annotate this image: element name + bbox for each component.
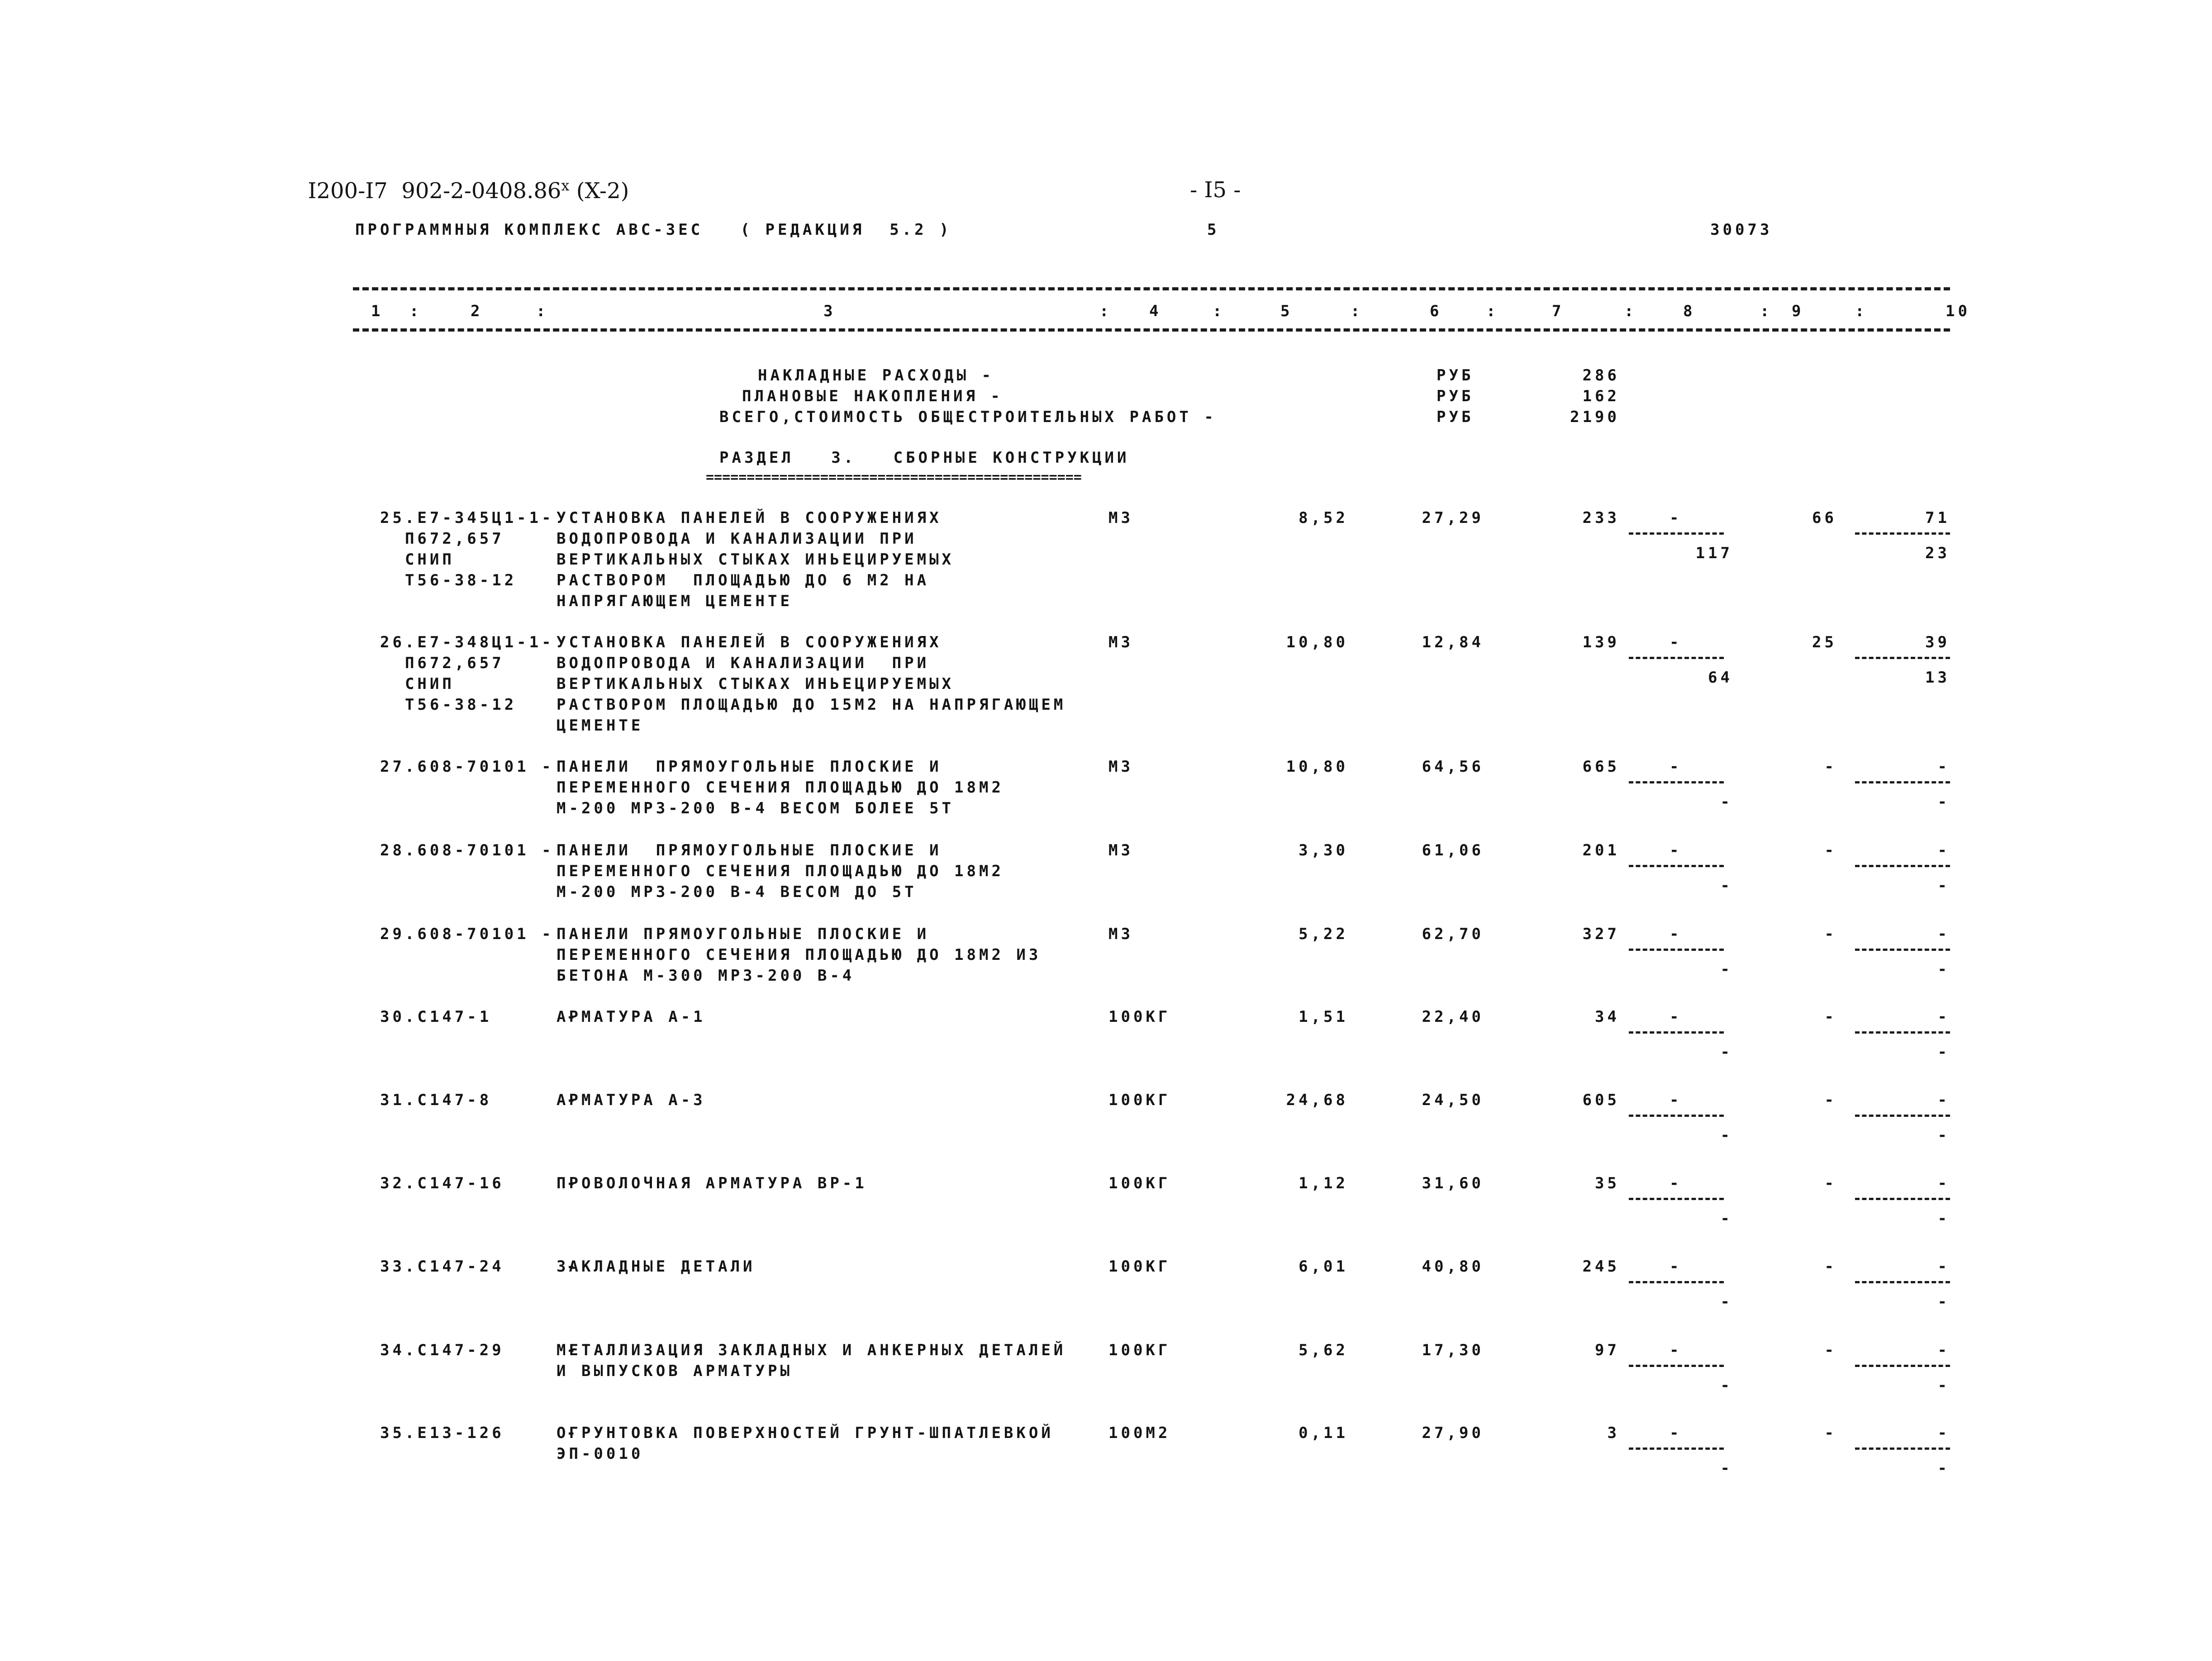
totals-unit: РУБ <box>1437 387 1474 405</box>
row-col8-bottom: - <box>1720 1293 1733 1311</box>
row-unit: М3 <box>1108 509 1133 527</box>
row-col8-top: - <box>1670 509 1682 527</box>
row-col10-divider <box>1855 532 1950 535</box>
row-col8-bottom: - <box>1720 1043 1733 1061</box>
row-description: БЕТОНА М-300 МРЗ-200 В-4 <box>557 967 855 985</box>
row-col8-bottom: - <box>1720 960 1733 978</box>
row-code: 29.608-70101 - <box>380 925 554 943</box>
row-total: 233 <box>1582 509 1620 527</box>
row-col10-divider <box>1855 1281 1950 1283</box>
row-col10-top: 71 <box>1925 509 1950 527</box>
row-code: П672,657 <box>380 654 504 672</box>
row-col8-bottom: - <box>1720 1210 1733 1228</box>
column-separator: : <box>1213 302 1225 320</box>
row-total: 139 <box>1582 633 1620 651</box>
row-code: СНИП <box>380 551 455 569</box>
row-col8-top: - <box>1670 1424 1682 1442</box>
row-quantity: 10,80 <box>1286 633 1348 651</box>
row-total: 35 <box>1595 1174 1620 1192</box>
totals-label: НАКЛАДНЫЕ РАСХОДЫ - <box>758 366 994 384</box>
row-col8-divider <box>1629 781 1724 783</box>
row-price: 40,80 <box>1422 1258 1484 1276</box>
row-price: 27,90 <box>1422 1424 1484 1442</box>
row-description: УСТАНОВКА ПАНЕЛЕЙ В СООРУЖЕНИЯХ <box>557 509 942 527</box>
row-col10-divider <box>1855 865 1950 867</box>
row-description: УСТАНОВКА ПАНЕЛЕЙ В СООРУЖЕНИЯХ <box>557 633 942 651</box>
column-separator: : <box>536 302 549 320</box>
header-rule-bottom <box>353 328 1950 332</box>
row-description: М-200 МРЗ-200 В-4 ВЕСОМ БОЛЕЕ 5Т <box>557 799 955 817</box>
row-code: 32.С147-16 - <box>380 1174 579 1192</box>
row-col8-divider <box>1629 1031 1724 1034</box>
row-col10-divider <box>1855 949 1950 951</box>
row-code: 31.С147-8 - <box>380 1091 579 1109</box>
row-price: 17,30 <box>1422 1341 1484 1359</box>
totals-label: ВСЕГО,СТОИМОСТЬ ОБЩЕСТРОИТЕЛЬНЫХ РАБОТ - <box>719 408 1217 426</box>
totals-value: 162 <box>1582 387 1620 405</box>
row-quantity: 1,51 <box>1299 1008 1348 1026</box>
row-col8-top: - <box>1670 925 1682 943</box>
row-col8-divider <box>1629 657 1724 659</box>
row-col10-top: - <box>1937 925 1950 943</box>
row-description: ОГРУНТОВКА ПОВЕРХНОСТЕЙ ГРУНТ-ШПАТЛЕВКОЙ <box>557 1424 1054 1442</box>
column-separator: : <box>1099 302 1112 320</box>
totals-value: 286 <box>1582 366 1620 384</box>
row-col8-bottom: - <box>1720 1459 1733 1477</box>
row-col10-bottom: 23 <box>1925 544 1950 562</box>
row-total: 201 <box>1582 841 1620 859</box>
row-col8-top: - <box>1670 1091 1682 1109</box>
row-col8-divider <box>1629 865 1724 867</box>
row-unit: 100КГ <box>1108 1008 1171 1026</box>
row-code: 25.Е7-345Ц1-1- <box>380 509 554 527</box>
row-total: 605 <box>1582 1091 1620 1109</box>
row-code: 34.С147-29 - <box>380 1341 579 1359</box>
row-col9: - <box>1824 925 1837 943</box>
row-col10-top: - <box>1937 1341 1950 1359</box>
row-description: ВОДОПРОВОДА И КАНАЛИЗАЦИИ ПРИ <box>557 530 917 548</box>
column-separator: : <box>1351 302 1363 320</box>
row-col10-divider <box>1855 781 1950 783</box>
row-description: ВОДОПРОВОДА И КАНАЛИЗАЦИИ ПРИ <box>557 654 930 672</box>
program-page: 5 <box>1207 221 1220 239</box>
row-price: 12,84 <box>1422 633 1484 651</box>
row-col8-bottom: 64 <box>1708 669 1733 687</box>
row-col10-top: - <box>1937 758 1950 776</box>
row-col10-bottom: - <box>1937 1043 1950 1061</box>
row-description: ПАНЕЛИ ПРЯМОУГОЛЬНЫЕ ПЛОСКИЕ И <box>557 841 942 859</box>
row-code: СНИП <box>380 675 455 693</box>
header-rule-top <box>353 287 1950 290</box>
row-total: 245 <box>1582 1258 1620 1276</box>
program-header: ПРОГРАММНЫЯ КОМПЛЕКС АВС-ЗЕС ( РЕДАКЦИЯ 5.2 ) <box>355 221 952 239</box>
column-separator: : <box>409 302 422 320</box>
row-col8-bottom: - <box>1720 793 1733 811</box>
row-description: АРМАТУРА А-1 <box>557 1008 706 1026</box>
row-unit: М3 <box>1108 925 1133 943</box>
row-unit: 100КГ <box>1108 1174 1171 1192</box>
row-quantity: 6,01 <box>1299 1258 1348 1276</box>
row-col8-bottom: - <box>1720 1126 1733 1144</box>
row-unit: 100КГ <box>1108 1341 1171 1359</box>
row-col8-divider <box>1629 949 1724 951</box>
row-col10-bottom: - <box>1937 1376 1950 1395</box>
column-number-8: 8 <box>1683 302 1696 320</box>
row-description: ПАНЕЛИ ПРЯМОУГОЛЬНЫЕ ПЛОСКИЕ И <box>557 758 942 776</box>
section-underline: ============================================== <box>706 470 1082 485</box>
row-price: 31,60 <box>1422 1174 1484 1192</box>
row-description: ВЕРТИКАЛЬНЫХ СТЫКАХ ИНЬЕЦИРУЕМЫХ <box>557 551 955 569</box>
row-col9: 25 <box>1812 633 1837 651</box>
row-col10-bottom: 13 <box>1925 669 1950 687</box>
row-unit: 100КГ <box>1108 1258 1171 1276</box>
row-unit: М3 <box>1108 841 1133 859</box>
document-code-superscript: x <box>561 177 570 194</box>
row-col9: - <box>1824 1341 1837 1359</box>
row-col9: - <box>1824 1424 1837 1442</box>
row-total: 3 <box>1607 1424 1620 1442</box>
row-description: РАСТВОРОМ ПЛОЩАДЬЮ ДО 15М2 НА НАПРЯГАЮЩЕМ <box>557 696 1066 714</box>
row-quantity: 8,52 <box>1299 509 1348 527</box>
row-description: М-200 МРЗ-200 В-4 ВЕСОМ ДО 5Т <box>557 883 917 901</box>
row-col8-top: - <box>1670 1258 1682 1276</box>
row-col10-top: - <box>1937 1424 1950 1442</box>
row-col10-bottom: - <box>1937 877 1950 895</box>
row-code: Т56-38-12 <box>380 696 517 714</box>
row-description: АРМАТУРА А-3 <box>557 1091 706 1109</box>
program-id: 30073 <box>1710 221 1773 239</box>
row-col10-top: 39 <box>1925 633 1950 651</box>
row-unit: 100КГ <box>1108 1091 1171 1109</box>
column-number-7: 7 <box>1552 302 1565 320</box>
row-col9: - <box>1824 1258 1837 1276</box>
row-col10-top: - <box>1937 1008 1950 1026</box>
row-col8-divider <box>1629 1115 1724 1117</box>
row-description: ПАНЕЛИ ПРЯМОУГОЛЬНЫЕ ПЛОСКИЕ И <box>557 925 930 943</box>
section-title: РАЗДЕЛ 3. СБОРНЫЕ КОНСТРУКЦИИ <box>719 449 1130 467</box>
row-col10-divider <box>1855 657 1950 659</box>
row-description: ЭП-0010 <box>557 1445 644 1463</box>
row-col10-bottom: - <box>1937 1293 1950 1311</box>
row-code: П672,657 <box>380 530 504 548</box>
row-col8-divider <box>1629 1447 1724 1450</box>
row-description: ПЕРЕМЕННОГО СЕЧЕНИЯ ПЛОЩАДЬЮ ДО 18М2 ИЗ <box>557 946 1042 964</box>
row-unit: М3 <box>1108 633 1133 651</box>
row-col10-divider <box>1855 1031 1950 1034</box>
row-col9: 66 <box>1812 509 1837 527</box>
row-col10-divider <box>1855 1198 1950 1200</box>
row-total: 665 <box>1582 758 1620 776</box>
column-separator: : <box>1486 302 1499 320</box>
row-col8-top: - <box>1670 1341 1682 1359</box>
row-col10-divider <box>1855 1115 1950 1117</box>
column-number-4: 4 <box>1149 302 1162 320</box>
row-quantity: 1,12 <box>1299 1174 1348 1192</box>
row-col10-bottom: - <box>1937 1210 1950 1228</box>
row-code: 30.С147-1 - <box>380 1008 579 1026</box>
row-code: 27.608-70101 - <box>380 758 554 776</box>
totals-unit: РУБ <box>1437 408 1474 426</box>
row-col9: - <box>1824 758 1837 776</box>
row-col8-top: - <box>1670 1174 1682 1192</box>
totals-value: 2190 <box>1570 408 1620 426</box>
row-col8-bottom: 117 <box>1695 544 1733 562</box>
row-col8-bottom: - <box>1720 877 1733 895</box>
row-col10-top: - <box>1937 1091 1950 1109</box>
row-price: 61,06 <box>1422 841 1484 859</box>
totals-unit: РУБ <box>1437 366 1474 384</box>
column-number-5: 5 <box>1280 302 1293 320</box>
row-quantity: 3,30 <box>1299 841 1348 859</box>
row-col9: - <box>1824 1174 1837 1192</box>
document-code <box>294 152 629 204</box>
row-price: 64,56 <box>1422 758 1484 776</box>
row-col9: - <box>1824 841 1837 859</box>
row-description: РАСТВОРОМ ПЛОЩАДЬЮ ДО 6 М2 НА <box>557 571 930 589</box>
row-description: ПЕРЕМЕННОГО СЕЧЕНИЯ ПЛОЩАДЬЮ ДО 18М2 <box>557 778 1004 797</box>
totals-label: ПЛАНОВЫЕ НАКОПЛЕНИЯ - <box>742 387 1003 405</box>
row-description: ЦЕМЕНТЕ <box>557 717 644 735</box>
row-price: 62,70 <box>1422 925 1484 943</box>
row-col8-bottom: - <box>1720 1376 1733 1395</box>
row-col10-top: - <box>1937 1174 1950 1192</box>
column-number-2: 2 <box>471 302 483 320</box>
row-col8-divider <box>1629 532 1724 535</box>
row-col8-top: - <box>1670 758 1682 776</box>
row-description: ЗАКЛАДНЫЕ ДЕТАЛИ <box>557 1258 756 1276</box>
column-number-10: 10 <box>1946 302 1970 320</box>
row-code: Т56-38-12 <box>380 571 517 589</box>
row-code: 28.608-70101 - <box>380 841 554 859</box>
row-quantity: 5,62 <box>1299 1341 1348 1359</box>
row-code: 33.С147-24 - <box>380 1258 579 1276</box>
row-total: 327 <box>1582 925 1620 943</box>
document-code-main: I200-I7 902-2-0408.86 <box>308 178 561 204</box>
row-col10-divider <box>1855 1447 1950 1450</box>
row-description: И ВЫПУСКОВ АРМАТУРЫ <box>557 1362 793 1380</box>
row-price: 27,29 <box>1422 509 1484 527</box>
row-col9: - <box>1824 1091 1837 1109</box>
row-quantity: 0,11 <box>1299 1424 1348 1442</box>
row-quantity: 5,22 <box>1299 925 1348 943</box>
row-quantity: 24,68 <box>1286 1091 1348 1109</box>
row-col8-top: - <box>1670 1008 1682 1026</box>
column-number-6: 6 <box>1430 302 1442 320</box>
row-col8-divider <box>1629 1365 1724 1367</box>
row-col10-bottom: - <box>1937 1126 1950 1144</box>
row-unit: М3 <box>1108 758 1133 776</box>
row-description: НАПРЯГАЮЩЕМ ЦЕМЕНТЕ <box>557 592 793 610</box>
row-description: МЕТАЛЛИЗАЦИЯ ЗАКЛАДНЫХ И АНКЕРНЫХ ДЕТАЛЕЙ <box>557 1341 1066 1359</box>
row-total: 97 <box>1595 1341 1620 1359</box>
column-separator: : <box>1855 302 1868 320</box>
row-quantity: 10,80 <box>1286 758 1348 776</box>
column-number-9: 9 <box>1792 302 1804 320</box>
row-col10-bottom: - <box>1937 960 1950 978</box>
document-code-suffix: (X-2) <box>569 178 629 204</box>
row-col10-divider <box>1855 1365 1950 1367</box>
row-code: 26.Е7-348Ц1-1- <box>380 633 554 651</box>
row-description: ВЕРТИКАЛЬНЫХ СТЫКАХ ИНЬЕЦИРУЕМЫХ <box>557 675 955 693</box>
row-col8-top: - <box>1670 841 1682 859</box>
row-col10-top: - <box>1937 1258 1950 1276</box>
row-col8-top: - <box>1670 633 1682 651</box>
row-col10-bottom: - <box>1937 1459 1950 1477</box>
row-col10-bottom: - <box>1937 793 1950 811</box>
row-col8-divider <box>1629 1198 1724 1200</box>
row-col10-top: - <box>1937 841 1950 859</box>
row-total: 34 <box>1595 1008 1620 1026</box>
row-description: ПРОВОЛОЧНАЯ АРМАТУРА ВР-1 <box>557 1174 867 1192</box>
column-number-3: 3 <box>823 302 836 320</box>
column-number-1: 1 <box>371 302 384 320</box>
row-unit: 100М2 <box>1108 1424 1171 1442</box>
row-code: 35.Е13-126 - <box>380 1424 579 1442</box>
row-col8-divider <box>1629 1281 1724 1283</box>
page-number: - I5 - <box>1190 177 1241 203</box>
row-col9: - <box>1824 1008 1837 1026</box>
row-price: 22,40 <box>1422 1008 1484 1026</box>
row-price: 24,50 <box>1422 1091 1484 1109</box>
column-separator: : <box>1624 302 1637 320</box>
column-separator: : <box>1760 302 1773 320</box>
row-description: ПЕРЕМЕННОГО СЕЧЕНИЯ ПЛОЩАДЬЮ ДО 18М2 <box>557 862 1004 880</box>
